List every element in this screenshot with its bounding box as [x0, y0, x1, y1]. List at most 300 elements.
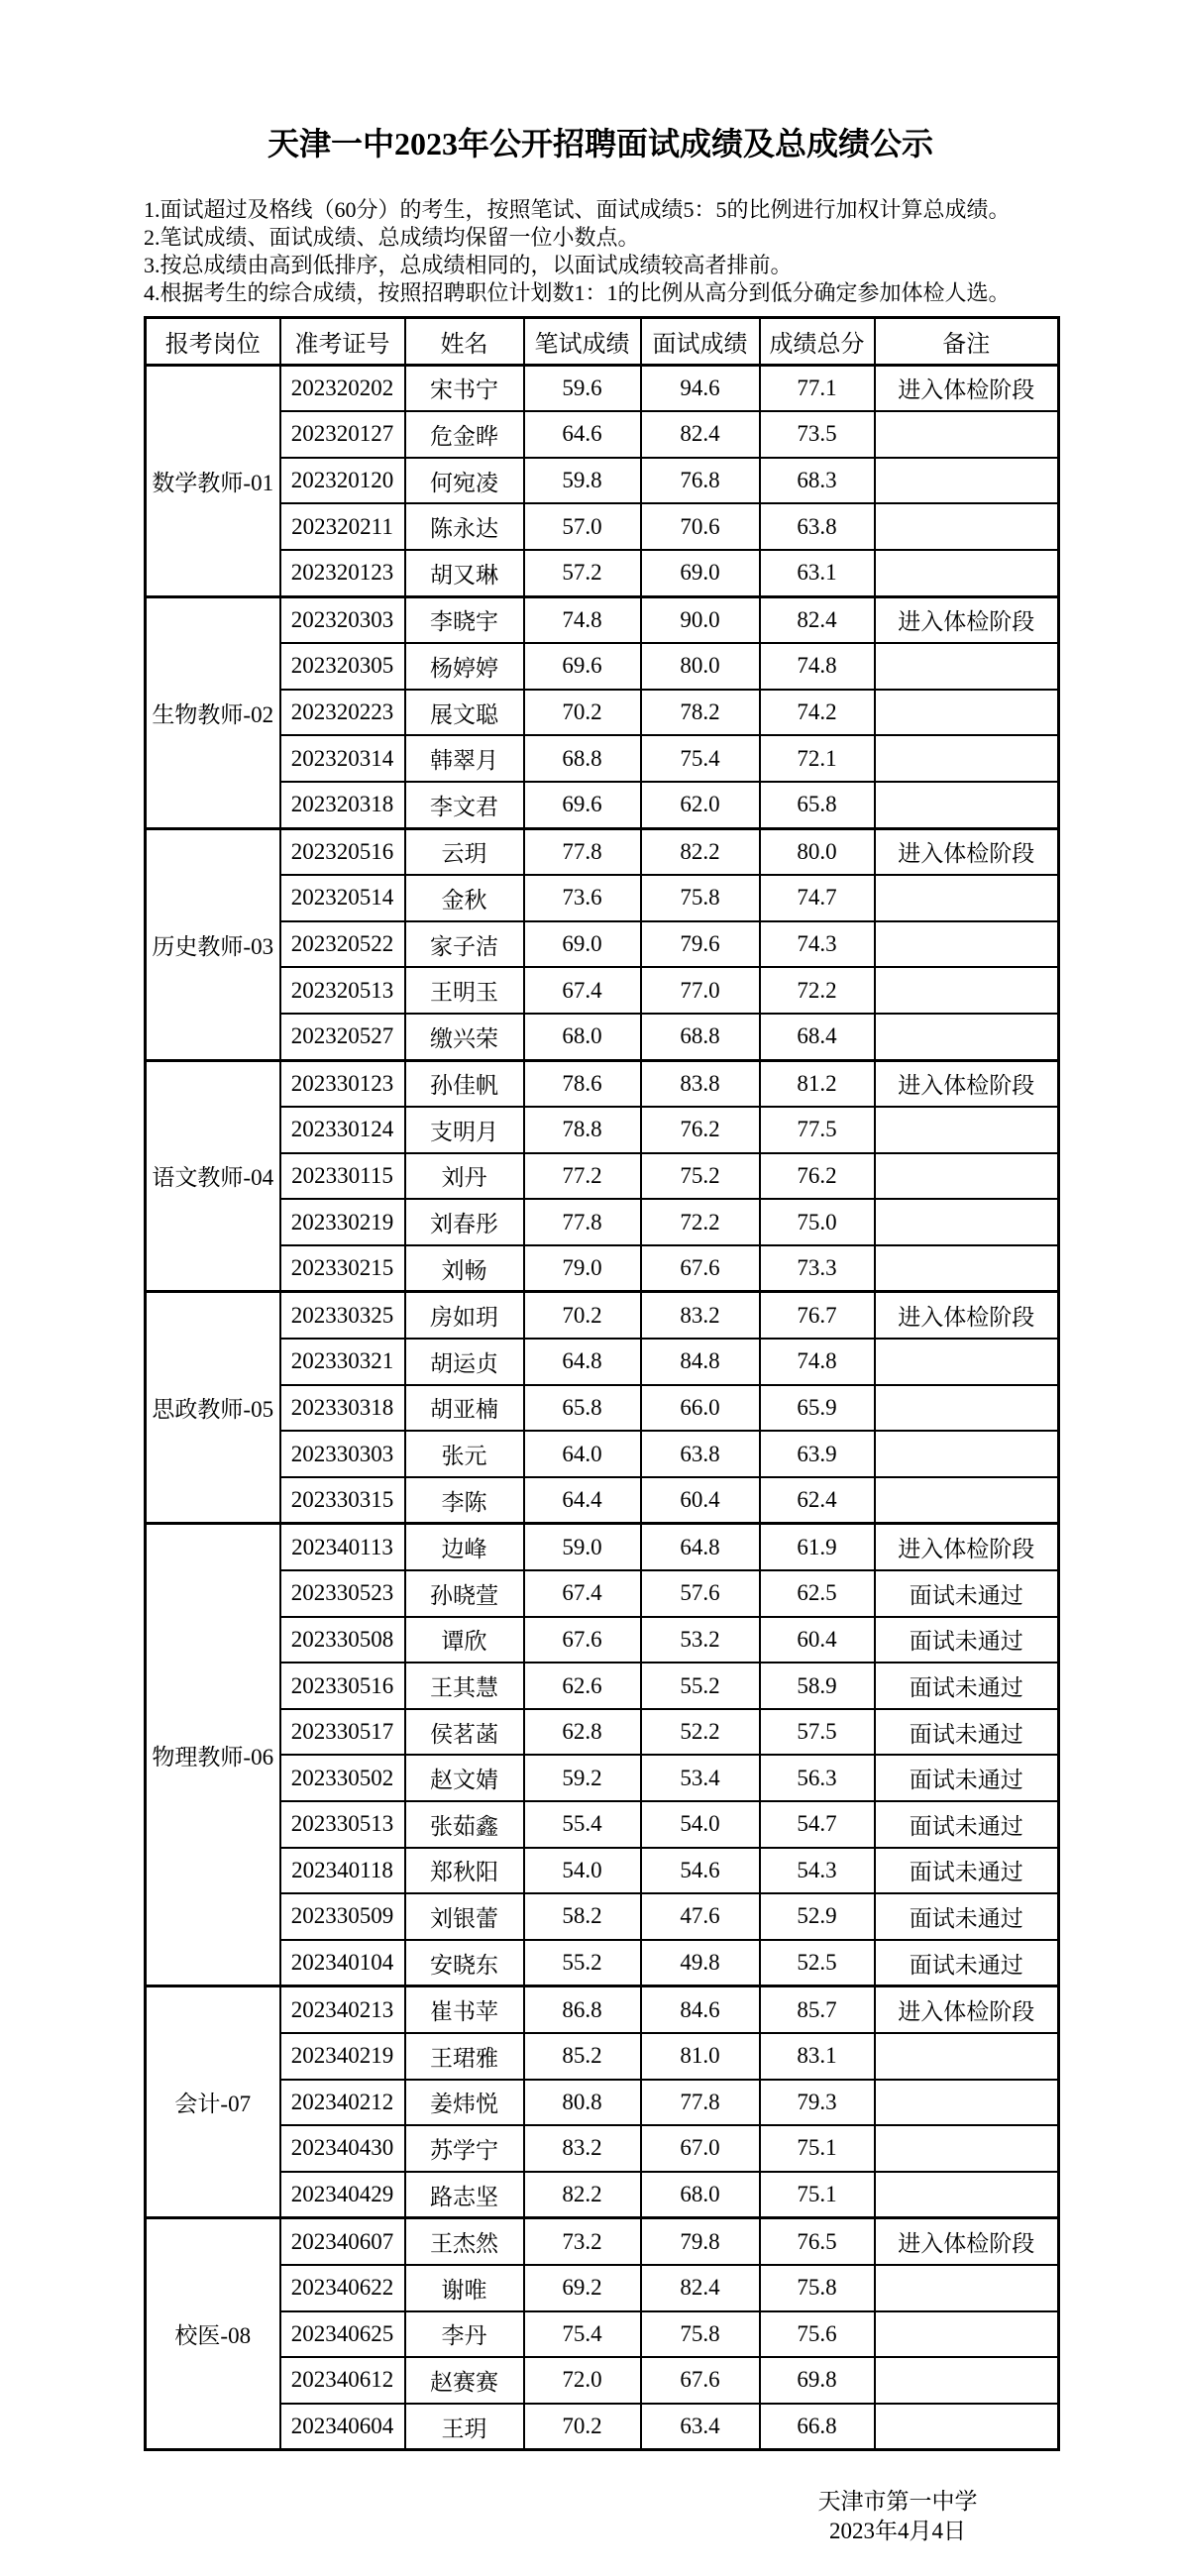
written-score-cell: 77.8 [524, 828, 641, 875]
written-score-cell: 57.2 [524, 550, 641, 596]
admission-number-cell: 202330517 [280, 1709, 405, 1756]
total-score-cell: 52.9 [760, 1893, 875, 1940]
name-cell: 支明月 [405, 1107, 524, 1153]
name-cell: 家子洁 [405, 921, 524, 968]
remark-cell [875, 1245, 1059, 1292]
total-score-cell: 74.7 [760, 875, 875, 921]
name-cell: 王珺雅 [405, 2033, 524, 2080]
admission-number-cell: 202330303 [280, 1431, 405, 1477]
table-row [146, 458, 1059, 504]
remark-cell [875, 2404, 1059, 2450]
admission-number-cell: 202320516 [280, 828, 405, 875]
admission-number-cell: 202330325 [280, 1292, 405, 1339]
written-score-cell: 64.8 [524, 1339, 641, 1385]
admission-number-cell: 202320211 [280, 503, 405, 550]
note-line-3: 3.按总成绩由高到低排序，总成绩相同的，以面试成绩较高者排前。 [144, 253, 793, 277]
admission-number-cell: 202340622 [280, 2265, 405, 2311]
interview-score-cell: 67.0 [641, 2125, 760, 2172]
written-score-cell: 57.0 [524, 503, 641, 550]
table-row [146, 1292, 1059, 1339]
total-score-cell: 69.8 [760, 2357, 875, 2404]
name-cell: 李丹 [405, 2311, 524, 2358]
remark-cell [875, 690, 1059, 736]
position-cell: 历史教师-03 [146, 828, 280, 1060]
written-score-cell: 64.6 [524, 411, 641, 458]
remark-cell [875, 503, 1059, 550]
name-cell: 姜炜悦 [405, 2080, 524, 2126]
remark-cell [875, 735, 1059, 782]
table-row [146, 1477, 1059, 1524]
table-header-row [146, 318, 1059, 366]
interview-score-cell: 68.0 [641, 2172, 760, 2218]
table-row [146, 875, 1059, 921]
total-score-cell: 76.5 [760, 2218, 875, 2265]
name-cell: 危金晔 [405, 411, 524, 458]
admission-number-cell: 202320513 [280, 967, 405, 1014]
admission-number-cell: 202340604 [280, 2404, 405, 2450]
interview-score-cell: 60.4 [641, 1477, 760, 1524]
name-cell: 宋书宁 [405, 365, 524, 411]
header-admission-number: 准考证号 [280, 318, 405, 366]
total-score-cell: 65.9 [760, 1385, 875, 1432]
admission-number-cell: 202330523 [280, 1570, 405, 1617]
position-cell: 数学教师-01 [146, 365, 280, 596]
name-cell: 缴兴荣 [405, 1014, 524, 1060]
total-score-cell: 54.7 [760, 1801, 875, 1848]
name-cell: 安晓东 [405, 1940, 524, 1986]
name-cell: 刘畅 [405, 1245, 524, 1292]
remark-cell [875, 643, 1059, 690]
interview-score-cell: 72.2 [641, 1199, 760, 1245]
signature-block [738, 2487, 1057, 2546]
interview-score-cell: 67.6 [641, 2357, 760, 2404]
interview-score-cell: 79.6 [641, 921, 760, 968]
remark-cell [875, 875, 1059, 921]
written-score-cell: 54.0 [524, 1848, 641, 1894]
name-cell: 李文君 [405, 782, 524, 828]
written-score-cell: 79.0 [524, 1245, 641, 1292]
total-score-cell: 62.5 [760, 1570, 875, 1617]
table-row [146, 1570, 1059, 1617]
table-row [146, 1153, 1059, 1200]
table-row [146, 2033, 1059, 2080]
table-row [146, 2125, 1059, 2172]
interview-score-cell: 84.6 [641, 1986, 760, 2033]
interview-score-cell: 81.0 [641, 2033, 760, 2080]
total-score-cell: 82.4 [760, 596, 875, 643]
written-score-cell: 82.2 [524, 2172, 641, 2218]
written-score-cell: 67.4 [524, 1570, 641, 1617]
table-row [146, 1245, 1059, 1292]
table-row [146, 2172, 1059, 2218]
interview-score-cell: 77.0 [641, 967, 760, 1014]
remark-cell: 进入体检阶段 [875, 828, 1059, 875]
total-score-cell: 63.9 [760, 1431, 875, 1477]
header-interview-score: 面试成绩 [641, 318, 760, 366]
written-score-cell: 55.4 [524, 1801, 641, 1848]
total-score-cell: 60.4 [760, 1617, 875, 1664]
remark-cell: 面试未通过 [875, 1801, 1059, 1848]
table-row [146, 1199, 1059, 1245]
name-cell: 展文聪 [405, 690, 524, 736]
table-row [146, 1663, 1059, 1709]
note-line-4: 4.根据考生的综合成绩，按照招聘职位计划数1：1的比例从高分到低分确定参加体检人选。 [144, 280, 1011, 305]
name-cell: 侯茗菡 [405, 1709, 524, 1756]
total-score-cell: 54.3 [760, 1848, 875, 1894]
written-score-cell: 74.8 [524, 596, 641, 643]
table-row [146, 1801, 1059, 1848]
position-cell: 生物教师-02 [146, 596, 280, 828]
name-cell: 云玥 [405, 828, 524, 875]
position-cell: 语文教师-04 [146, 1060, 280, 1292]
admission-number-cell: 202340113 [280, 1524, 405, 1570]
interview-score-cell: 53.4 [641, 1755, 760, 1801]
name-cell: 郑秋阳 [405, 1848, 524, 1894]
name-cell: 胡又琳 [405, 550, 524, 596]
written-score-cell: 69.2 [524, 2265, 641, 2311]
written-score-cell: 69.0 [524, 921, 641, 968]
admission-number-cell: 202340607 [280, 2218, 405, 2265]
admission-number-cell: 202340219 [280, 2033, 405, 2080]
total-score-cell: 79.3 [760, 2080, 875, 2126]
admission-number-cell: 202330321 [280, 1339, 405, 1385]
remark-cell [875, 967, 1059, 1014]
admission-number-cell: 202340625 [280, 2311, 405, 2358]
interview-score-cell: 63.8 [641, 1431, 760, 1477]
name-cell: 韩翠月 [405, 735, 524, 782]
total-score-cell: 65.8 [760, 782, 875, 828]
interview-score-cell: 82.4 [641, 2265, 760, 2311]
total-score-cell: 62.4 [760, 1477, 875, 1524]
interview-score-cell: 75.8 [641, 2311, 760, 2358]
name-cell: 王其慧 [405, 1663, 524, 1709]
interview-score-cell: 55.2 [641, 1663, 760, 1709]
written-score-cell: 70.2 [524, 2404, 641, 2450]
remark-cell [875, 782, 1059, 828]
table-row [146, 782, 1059, 828]
name-cell: 李晓宇 [405, 596, 524, 643]
remark-cell: 面试未通过 [875, 1617, 1059, 1664]
header-total-score: 成绩总分 [760, 318, 875, 366]
admission-number-cell: 202330318 [280, 1385, 405, 1432]
notes-block [144, 196, 1057, 307]
total-score-cell: 75.1 [760, 2125, 875, 2172]
written-score-cell: 62.6 [524, 1663, 641, 1709]
admission-number-cell: 202320127 [280, 411, 405, 458]
admission-number-cell: 202330315 [280, 1477, 405, 1524]
admission-number-cell: 202340213 [280, 1986, 405, 2033]
admission-number-cell: 202320305 [280, 643, 405, 690]
admission-number-cell: 202320123 [280, 550, 405, 596]
note-line-1: 1.面试超过及格线（60分）的考生，按照笔试、面试成绩5：5的比例进行加权计算总成绩。 [144, 197, 1011, 222]
written-score-cell: 77.2 [524, 1153, 641, 1200]
remark-cell [875, 1339, 1059, 1385]
written-score-cell: 78.6 [524, 1060, 641, 1107]
remark-cell: 进入体检阶段 [875, 2218, 1059, 2265]
position-cell: 会计-07 [146, 1986, 280, 2218]
name-cell: 边峰 [405, 1524, 524, 1570]
interview-score-cell: 66.0 [641, 1385, 760, 1432]
interview-score-cell: 63.4 [641, 2404, 760, 2450]
interview-score-cell: 53.2 [641, 1617, 760, 1664]
table-row [146, 1986, 1059, 2033]
table-row [146, 2311, 1059, 2358]
table-row [146, 1339, 1059, 1385]
interview-score-cell: 67.6 [641, 1245, 760, 1292]
name-cell: 杨婷婷 [405, 643, 524, 690]
interview-score-cell: 49.8 [641, 1940, 760, 1986]
written-score-cell: 64.0 [524, 1431, 641, 1477]
total-score-cell: 58.9 [760, 1663, 875, 1709]
table-row [146, 1617, 1059, 1664]
written-score-cell: 67.6 [524, 1617, 641, 1664]
remark-cell: 进入体检阶段 [875, 1524, 1059, 1570]
remark-cell: 面试未通过 [875, 1709, 1059, 1756]
remark-cell: 进入体检阶段 [875, 1986, 1059, 2033]
written-score-cell: 80.8 [524, 2080, 641, 2126]
table-row [146, 735, 1059, 782]
table-row [146, 2404, 1059, 2450]
interview-score-cell: 57.6 [641, 1570, 760, 1617]
table-row [146, 1940, 1059, 1986]
remark-cell [875, 921, 1059, 968]
table-row [146, 1755, 1059, 1801]
position-cell: 校医-08 [146, 2218, 280, 2450]
written-score-cell: 58.2 [524, 1893, 641, 1940]
total-score-cell: 72.2 [760, 967, 875, 1014]
interview-score-cell: 80.0 [641, 643, 760, 690]
total-score-cell: 68.4 [760, 1014, 875, 1060]
admission-number-cell: 202320318 [280, 782, 405, 828]
remark-cell [875, 2265, 1059, 2311]
remark-cell: 面试未通过 [875, 1940, 1059, 1986]
total-score-cell: 74.3 [760, 921, 875, 968]
name-cell: 谢唯 [405, 2265, 524, 2311]
remark-cell: 进入体检阶段 [875, 1060, 1059, 1107]
table-row [146, 1848, 1059, 1894]
table-row [146, 1524, 1059, 1570]
table-row [146, 967, 1059, 1014]
table-row [146, 365, 1059, 411]
total-score-cell: 76.7 [760, 1292, 875, 1339]
interview-score-cell: 90.0 [641, 596, 760, 643]
admission-number-cell: 202320314 [280, 735, 405, 782]
admission-number-cell: 202320120 [280, 458, 405, 504]
table-row [146, 690, 1059, 736]
admission-number-cell: 202340212 [280, 2080, 405, 2126]
admission-number-cell: 202320303 [280, 596, 405, 643]
total-score-cell: 72.1 [760, 735, 875, 782]
name-cell: 王明玉 [405, 967, 524, 1014]
remark-cell [875, 2033, 1059, 2080]
total-score-cell: 75.8 [760, 2265, 875, 2311]
remark-cell [875, 2172, 1059, 2218]
admission-number-cell: 202330509 [280, 1893, 405, 1940]
name-cell: 赵赛赛 [405, 2357, 524, 2404]
table-row [146, 1893, 1059, 1940]
total-score-cell: 73.3 [760, 1245, 875, 1292]
remark-cell: 进入体检阶段 [875, 1292, 1059, 1339]
header-name: 姓名 [405, 318, 524, 366]
interview-score-cell: 84.8 [641, 1339, 760, 1385]
interview-score-cell: 82.2 [641, 828, 760, 875]
interview-score-cell: 78.2 [641, 690, 760, 736]
total-score-cell: 63.8 [760, 503, 875, 550]
admission-number-cell: 202330516 [280, 1663, 405, 1709]
admission-number-cell: 202320527 [280, 1014, 405, 1060]
written-score-cell: 77.8 [524, 1199, 641, 1245]
name-cell: 金秋 [405, 875, 524, 921]
table-row [146, 921, 1059, 968]
name-cell: 房如玥 [405, 1292, 524, 1339]
remark-cell [875, 2311, 1059, 2358]
table-row [146, 2265, 1059, 2311]
interview-score-cell: 64.8 [641, 1524, 760, 1570]
total-score-cell: 68.3 [760, 458, 875, 504]
admission-number-cell: 202340612 [280, 2357, 405, 2404]
written-score-cell: 78.8 [524, 1107, 641, 1153]
table-row [146, 2080, 1059, 2126]
table-row [146, 1431, 1059, 1477]
remark-cell [875, 1199, 1059, 1245]
written-score-cell: 69.6 [524, 643, 641, 690]
name-cell: 王玥 [405, 2404, 524, 2450]
remark-cell: 面试未通过 [875, 1893, 1059, 1940]
written-score-cell: 68.0 [524, 1014, 641, 1060]
remark-cell: 面试未通过 [875, 1755, 1059, 1801]
signature-org: 天津市第一中学 [817, 2489, 978, 2515]
interview-score-cell: 70.6 [641, 503, 760, 550]
total-score-cell: 75.1 [760, 2172, 875, 2218]
table-row [146, 2357, 1059, 2404]
remark-cell: 面试未通过 [875, 1570, 1059, 1617]
interview-score-cell: 54.6 [641, 1848, 760, 1894]
remark-cell: 进入体检阶段 [875, 596, 1059, 643]
written-score-cell: 69.6 [524, 782, 641, 828]
total-score-cell: 57.5 [760, 1709, 875, 1756]
written-score-cell: 73.6 [524, 875, 641, 921]
total-score-cell: 83.1 [760, 2033, 875, 2080]
table-row [146, 596, 1059, 643]
total-score-cell: 75.6 [760, 2311, 875, 2358]
results-table [144, 316, 1060, 2451]
remark-cell [875, 2357, 1059, 2404]
written-score-cell: 83.2 [524, 2125, 641, 2172]
admission-number-cell: 202330502 [280, 1755, 405, 1801]
note-line-2: 2.笔试成绩、面试成绩、总成绩均保留一位小数点。 [144, 225, 640, 250]
name-cell: 刘银蕾 [405, 1893, 524, 1940]
total-score-cell: 63.1 [760, 550, 875, 596]
table-row [146, 503, 1059, 550]
interview-score-cell: 76.2 [641, 1107, 760, 1153]
written-score-cell: 75.4 [524, 2311, 641, 2358]
total-score-cell: 75.0 [760, 1199, 875, 1245]
position-cell: 物理教师-06 [146, 1524, 280, 1986]
table-row [146, 828, 1059, 875]
interview-score-cell: 77.8 [641, 2080, 760, 2126]
remark-cell [875, 1014, 1059, 1060]
interview-score-cell: 76.8 [641, 458, 760, 504]
written-score-cell: 65.8 [524, 1385, 641, 1432]
name-cell: 孙晓萱 [405, 1570, 524, 1617]
admission-number-cell: 202330215 [280, 1245, 405, 1292]
remark-cell [875, 2125, 1059, 2172]
written-score-cell: 59.2 [524, 1755, 641, 1801]
written-score-cell: 59.0 [524, 1524, 641, 1570]
table-row [146, 1014, 1059, 1060]
total-score-cell: 66.8 [760, 2404, 875, 2450]
total-score-cell: 74.8 [760, 1339, 875, 1385]
total-score-cell: 76.2 [760, 1153, 875, 1200]
admission-number-cell: 202330508 [280, 1617, 405, 1664]
name-cell: 崔书苹 [405, 1986, 524, 2033]
remark-cell: 面试未通过 [875, 1848, 1059, 1894]
remark-cell [875, 411, 1059, 458]
total-score-cell: 77.5 [760, 1107, 875, 1153]
interview-score-cell: 79.8 [641, 2218, 760, 2265]
interview-score-cell: 83.8 [641, 1060, 760, 1107]
header-written-score: 笔试成绩 [524, 318, 641, 366]
remark-cell [875, 1431, 1059, 1477]
admission-number-cell: 202320223 [280, 690, 405, 736]
name-cell: 赵文婧 [405, 1755, 524, 1801]
admission-number-cell: 202330115 [280, 1153, 405, 1200]
interview-score-cell: 75.8 [641, 875, 760, 921]
remark-cell [875, 2080, 1059, 2126]
position-cell: 思政教师-05 [146, 1292, 280, 1524]
remark-cell [875, 1385, 1059, 1432]
interview-score-cell: 52.2 [641, 1709, 760, 1756]
total-score-cell: 74.8 [760, 643, 875, 690]
admission-number-cell: 202330123 [280, 1060, 405, 1107]
name-cell: 苏学宁 [405, 2125, 524, 2172]
interview-score-cell: 68.8 [641, 1014, 760, 1060]
name-cell: 胡亚楠 [405, 1385, 524, 1432]
page-title: 天津一中2023年公开招聘面试成绩及总成绩公示 [267, 126, 933, 161]
remark-cell [875, 1153, 1059, 1200]
admission-number-cell: 202340429 [280, 2172, 405, 2218]
interview-score-cell: 47.6 [641, 1893, 760, 1940]
interview-score-cell: 83.2 [641, 1292, 760, 1339]
admission-number-cell: 202320522 [280, 921, 405, 968]
interview-score-cell: 69.0 [641, 550, 760, 596]
remark-cell: 面试未通过 [875, 1663, 1059, 1709]
name-cell: 孙佳帆 [405, 1060, 524, 1107]
total-score-cell: 61.9 [760, 1524, 875, 1570]
document-page [144, 0, 1057, 2546]
remark-cell [875, 1107, 1059, 1153]
written-score-cell: 59.8 [524, 458, 641, 504]
interview-score-cell: 54.0 [641, 1801, 760, 1848]
table-row [146, 1385, 1059, 1432]
header-remark: 备注 [875, 318, 1059, 366]
total-score-cell: 77.1 [760, 365, 875, 411]
total-score-cell: 81.2 [760, 1060, 875, 1107]
name-cell: 谭欣 [405, 1617, 524, 1664]
total-score-cell: 85.7 [760, 1986, 875, 2033]
table-row [146, 1709, 1059, 1756]
total-score-cell: 56.3 [760, 1755, 875, 1801]
admission-number-cell: 202320514 [280, 875, 405, 921]
written-score-cell: 55.2 [524, 1940, 641, 1986]
admission-number-cell: 202340430 [280, 2125, 405, 2172]
admission-number-cell: 202320202 [280, 365, 405, 411]
written-score-cell: 62.8 [524, 1709, 641, 1756]
total-score-cell: 73.5 [760, 411, 875, 458]
interview-score-cell: 82.4 [641, 411, 760, 458]
remark-cell [875, 458, 1059, 504]
name-cell: 张元 [405, 1431, 524, 1477]
